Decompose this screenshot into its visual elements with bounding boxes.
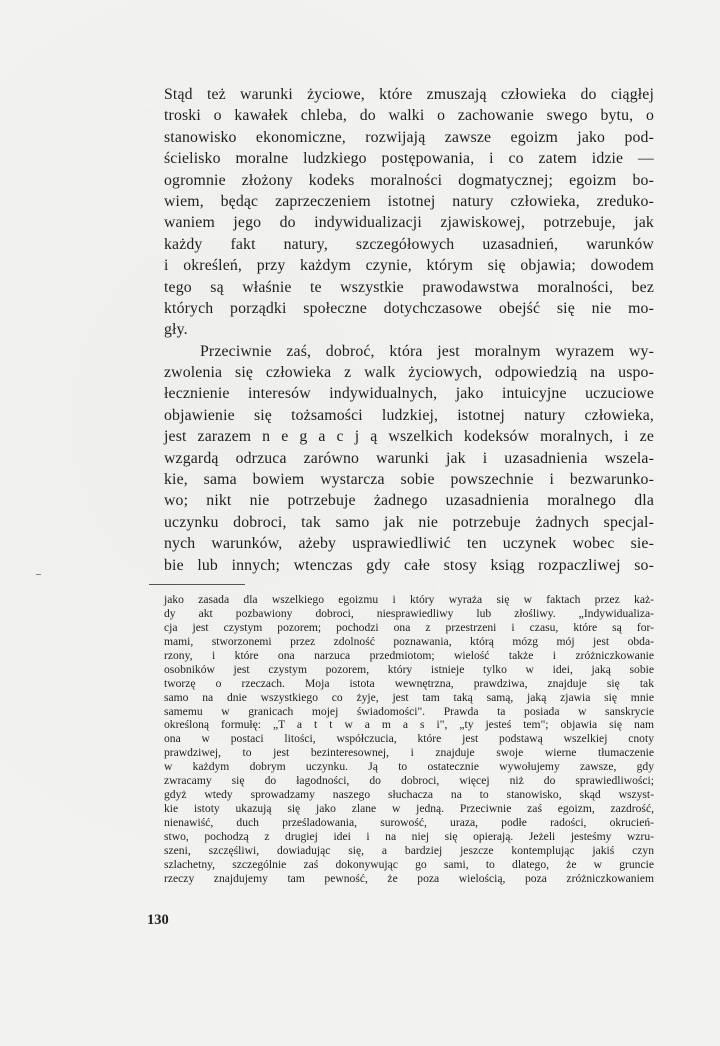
text-line: wo; nikt nie potrzebuje żadnego uzasadnienia moralnego dla xyxy=(164,492,654,510)
footnote-line: tworzę o rzeczach. Moja istota wewnętrzna, prawdziwa, znajduje się tak xyxy=(164,676,654,690)
footnote-divider xyxy=(149,584,245,585)
footnote-line: mami, stworzonemi przez zdolność poznawania, którą mózg mój jest obda- xyxy=(164,634,654,648)
footnote-line: dy akt pozbawiony dobroci, niesprawiedliwy lub złośliwy. „Indywidualiza- xyxy=(164,606,654,620)
text-line: ścielisko moralne ludzkiego postępowania, i co zatem idzie — xyxy=(164,150,654,168)
page-number: 130 xyxy=(147,912,169,928)
paragraph-start-line: Przeciwnie zaś, dobroć, która jest moralnym wyrazem wy- xyxy=(200,342,654,360)
text-line: objawienie się tożsamości ludzkiej, istotnej natury człowieka, xyxy=(164,406,654,424)
text-line: ogromnie złożony kodeks moralności dogmatycznej; egoizm bo- xyxy=(164,171,654,189)
footnote-line: określoną formułę: „T a t t w a m a s i", „ty jesteś tem"; objawia się nam xyxy=(164,718,654,732)
text-line: troski o kawałek chleba, do walki o zachowanie swego bytu, o xyxy=(164,107,654,125)
footnote-line: kie istoty ukazują się jako zlane w jedną. Przeciwnie zaś egoizm, zazdrość, xyxy=(164,802,654,816)
text-line: nych warunków, ażeby usprawiedliwić ten uczynek wobec sie- xyxy=(164,535,654,553)
text-line: bie lub innych; wtenczas gdy całe stosy ksiąg rozpaczliwej so- xyxy=(164,556,654,574)
footnote-line: gdyż wtedy sprowadzamy naszego słuchacza na to stanowisko, skąd wszyst- xyxy=(164,788,654,802)
text-line: których porządki społeczne dotychczasowe obejść się nie mo- xyxy=(164,299,654,317)
footnote-line: szlachetny, szczególnie zaś dokonywując go sami, to dlatego, że w gruncie xyxy=(164,857,654,871)
text-line: Stąd też warunki życiowe, które zmuszają człowieka do ciągłej xyxy=(164,86,654,103)
footnote-line: osobników jest czystym pozorem, który istnieje tylko w idei, jaką sobie xyxy=(164,662,654,676)
text-line: stanowisko ekonomiczne, rozwijają zawsze egoizm jako pod- xyxy=(164,128,654,146)
footnote-line: prawdziwej, to jest bezinteresownej, i znajduje swoje wierne tłumaczenie xyxy=(164,746,654,760)
footnote-line: w każdym dobrym uczynku. Ją to ostatecznie wywołujemy zawsze, gdy xyxy=(164,760,654,774)
footnote-line: rzony, i które ona narzuca przedmiotom; wielość także i zróżniczkowanie xyxy=(164,648,654,662)
text-line: jest zarazem n e g a c j ą wszelkich kodeksów moralnych, i ze xyxy=(164,428,654,446)
footnote-line: rzeczy znajdujemy tam pewność, że poza wielością, poza zróżniczkowaniem xyxy=(164,871,654,885)
text-line: każdy fakt natury, szczegółowych uzasadnień, warunków xyxy=(164,235,654,253)
footnote-line: szeni, szczęśliwi, dowiadując się, a bardziej jeszcze kontemplując jakiś czyn xyxy=(164,843,654,857)
text-line: kie, sama bowiem wystarcza sobie powszechnie i bezwarunko- xyxy=(164,471,654,489)
footnote-line: ona w postaci litości, współczucia, które jest podstawą wszelkiej cnoty xyxy=(164,732,654,746)
footnote-line: samemu w granicach mojej świadomości". Prawda ta posiada w sanskrycie xyxy=(164,704,654,718)
text-line: gły. xyxy=(164,321,188,339)
footnote-line: jako zasada dla wszelkiego egoizmu i który wyraża się w faktach przez każ- xyxy=(164,593,654,606)
footnote-line: zwracamy się do łagodności, do dobroci, więcej niż do sprawiedliwości; xyxy=(164,774,654,788)
footnote-line: nienawiść, duch prześladowania, surowość, uraza, podłe radości, okrucień- xyxy=(164,816,654,829)
text-line: wzgardą odrzuca zarówno warunki jak i uzasadnienia wszela- xyxy=(164,449,654,467)
footnote-line: samo na dnie wszystkiego co żyje, jest tam taką samą, jaką zjawia się mnie xyxy=(164,690,654,704)
main-text xyxy=(164,84,654,576)
text-line: uczynku dobroci, tak samo jak nie potrzebuje żadnych specjal- xyxy=(164,513,654,531)
footnote xyxy=(164,593,654,886)
text-line: tego są właśnie te wszystkie prawodawstwa moralności, bez xyxy=(164,278,654,296)
text-line: waniem jego do indywidualizacji zjawiskowej, potrzebuje, jak xyxy=(164,214,654,232)
text-line: wiem, będąc zaprzeczeniem istotnej natury człowieka, zreduko- xyxy=(164,192,654,210)
margin-mark xyxy=(36,574,41,575)
text-line: łecznienie interesów indywidualnych, jako intuicyjne uczuciowe xyxy=(164,385,654,403)
footnote-line: cja jest czystym pozorem; pochodzi ona z przestrzeni i czasu, które są for- xyxy=(164,620,654,634)
text-line: zwolenia się człowieka z walk życiowych, odpowiedzią na uspo- xyxy=(164,364,654,382)
footnote-line: stwo, pochodzą z drugiej idei i na niej się opierają. Jeżeli jesteśmy wzru- xyxy=(164,829,654,843)
text-line: i określeń, przy każdym czynie, którym się objawia; dowodem xyxy=(164,257,654,275)
